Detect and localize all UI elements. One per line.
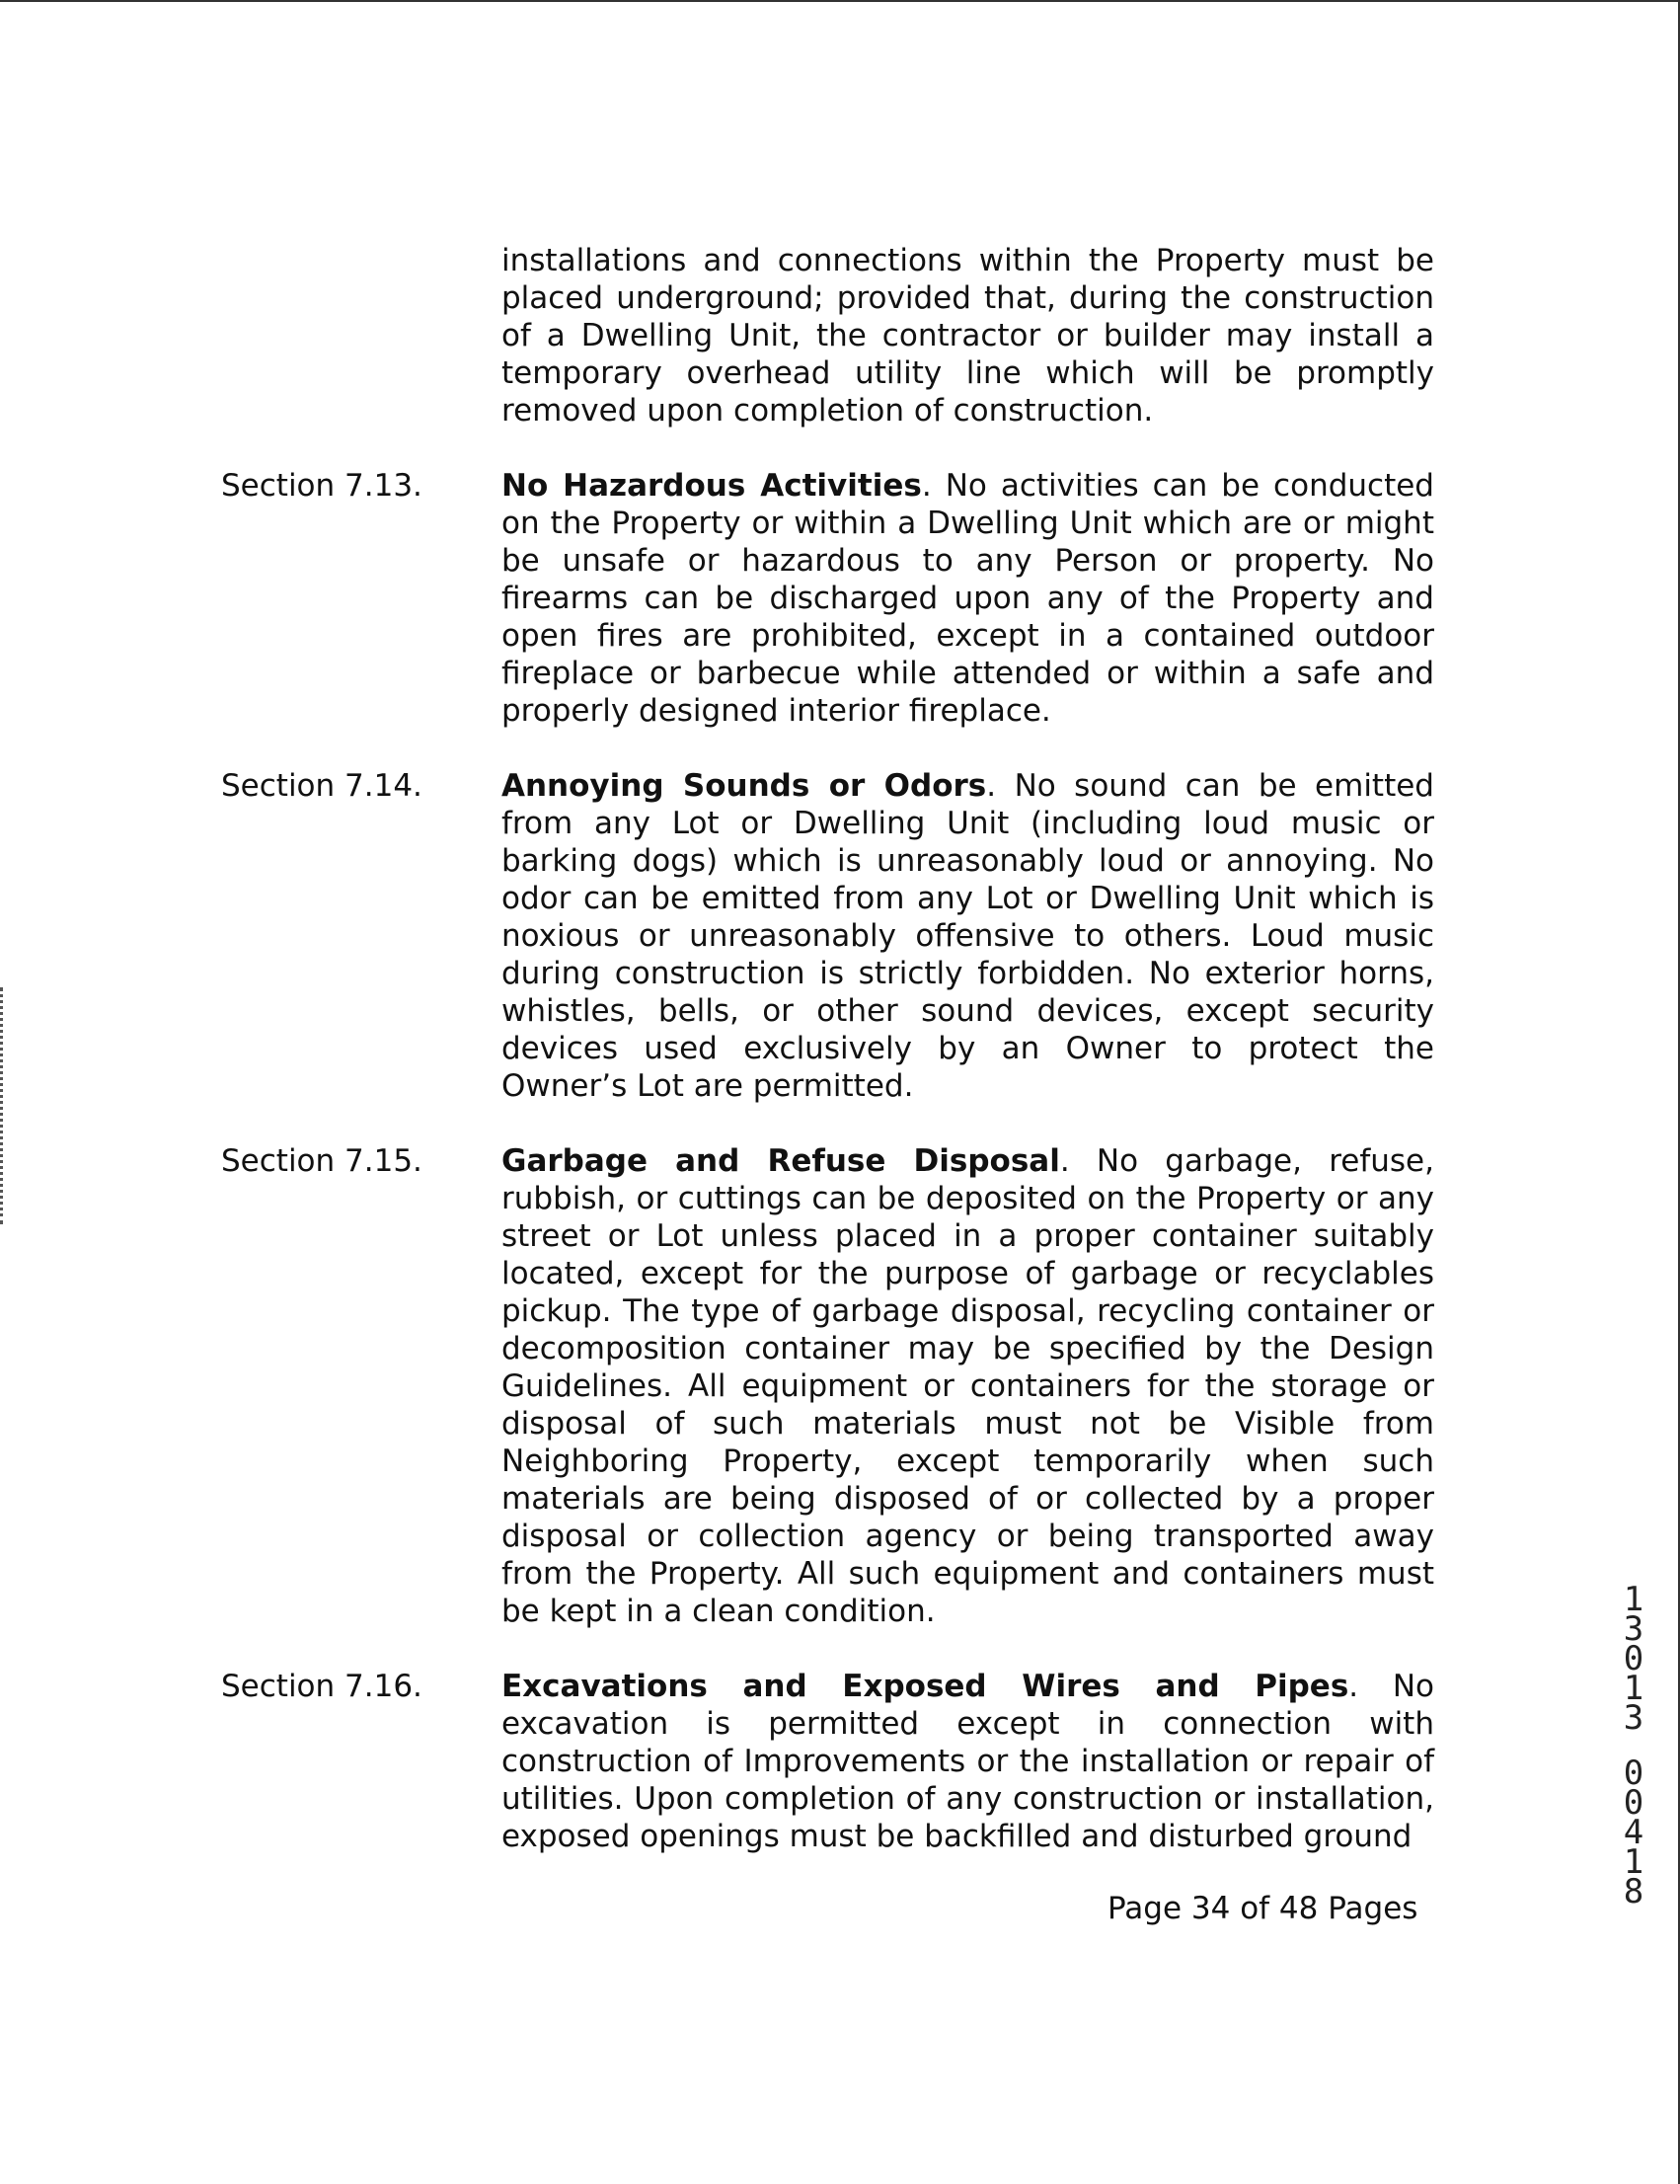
document-stamp-number — [1617, 1580, 1650, 1911]
section-paragraph: Excavations and Exposed Wires and Pipes. No excavation is permitted except in connection with construction of Improvements or the installation or repair of utilities. Upon completion of any construction or installation, exposed openings must be backfilled and disturbed ground — [501, 1669, 1434, 1854]
stamp-digit: 3 — [1623, 1698, 1644, 1738]
section-7-13 — [221, 467, 1434, 730]
stamp-digit: 1 — [1623, 1580, 1644, 1619]
section-7-16 — [221, 1668, 1434, 1855]
stamp-digit: 8 — [1623, 1872, 1644, 1911]
scan-mark — [0, 987, 6, 1224]
section-7-15 — [221, 1142, 1434, 1630]
section-label: Section 7.15. — [221, 1143, 422, 1179]
section-heading: Excavations and Exposed Wires and Pipes — [501, 1669, 1349, 1704]
section-label: Section 7.16. — [221, 1669, 422, 1704]
document-body — [221, 242, 1434, 1855]
section-7-14 — [221, 767, 1434, 1105]
stamp-digit: 1 — [1623, 1842, 1644, 1882]
section-label: Section 7.13. — [221, 468, 422, 504]
section-heading: Annoying Sounds or Odors — [501, 768, 987, 804]
section-paragraph: Garbage and Refuse Disposal. No garbage, refuse, rubbish, or cuttings can be deposited on the Property or any street or Lot unless placed in a proper container suitably located, except for the purpose of garbage or recyclables pickup. The type of garbage disposal, recycling container or decomposition container may be specified by the Design Guidelines. All equipment or containers for the storage or disposal of such materials must not be Visible from Neighboring Property, except temporarily when such materials are being disposed of or collected by a proper disposal or collection agency or being transported away from the Property. All such equipment and containers must be kept in a clean condition. — [501, 1143, 1434, 1629]
stamp-digit: 4 — [1623, 1813, 1644, 1852]
stamp-digit: 0 — [1623, 1754, 1644, 1793]
section-label: Section 7.14. — [221, 768, 422, 804]
stamp-digit: 3 — [1623, 1609, 1644, 1649]
stamp-digit: 1 — [1623, 1669, 1644, 1708]
section-body: No activities can be conducted on the Property or within a Dwelling Unit which are or might be unsafe or hazardous to any Person or property. No firearms can be discharged upon any of the Property and open fires are prohibited, except in a contained outdoor fireplace or barbecue while attended or within a safe and properly designed interior fireplace. — [501, 468, 1434, 729]
stamp-digit: 0 — [1623, 1639, 1644, 1678]
section-body: No excavation is permitted except in connection with construction of Improvements or the installation or repair of utilities. Upon completion of any construction or installation, exposed openings must be backfilled and disturbed ground — [501, 1669, 1434, 1854]
section-paragraph: Annoying Sounds or Odors. No sound can be emitted from any Lot or Dwelling Unit (including loud music or barking dogs) which is unreasonably loud or annoying. No odor can be emitted from any Lot or Dwelling Unit which is noxious or unreasonably offensive to others. Loud music during construction is strictly forbidden. No exterior horns, whistles, bells, or other sound devices, except security devices used exclusively by an Owner to protect the Owner’s Lot are permitted. — [501, 768, 1434, 1104]
section-heading: No Hazardous Activities — [501, 468, 922, 504]
stamp-digit: 0 — [1623, 1783, 1644, 1823]
section-body: No sound can be emitted from any Lot or Dwelling Unit (including loud music or barking dogs) which is unreasonably loud or annoying. No odor can be emitted from any Lot or Dwelling Unit which is noxious or unreasonably offensive to others. Loud music during construction is strictly forbidden. No exterior horns, whistles, bells, or other sound devices, except security devices used exclusively by an Owner to protect the Owner’s Lot are permitted. — [501, 768, 1434, 1104]
intro-paragraph: installations and connections within the Property must be placed underground; provided that, during the construction of a Dwelling Unit, the contractor or builder may install a temporary overhead utility line which will be promptly removed upon completion of construction. — [501, 243, 1434, 429]
section-paragraph: No Hazardous Activities. No activities can be conducted on the Property or within a Dwelling Unit which are or might be unsafe or hazardous to any Person or property. No firearms can be discharged upon any of the Property and open fires are prohibited, except in a contained outdoor fireplace or barbecue while attended or within a safe and properly designed interior fireplace. — [501, 468, 1434, 729]
section-body: No garbage, refuse, rubbish, or cuttings can be deposited on the Property or any street or Lot unless placed in a proper container suitably located, except for the purpose of garbage or recyclables pickup. The type of garbage disposal, recycling container or decomposition container may be specified by the Design Guidelines. All equipment or containers for the storage or disposal of such materials must not be Visible from Neighboring Property, except temporarily when such materials are being disposed of or collected by a proper disposal or collection agency or being transported away from the Property. All such equipment and containers must be kept in a clean condition. — [501, 1143, 1434, 1629]
page-number-footer: Page 34 of 48 Pages — [1107, 1891, 1418, 1926]
section-heading: Garbage and Refuse Disposal — [501, 1143, 1060, 1179]
